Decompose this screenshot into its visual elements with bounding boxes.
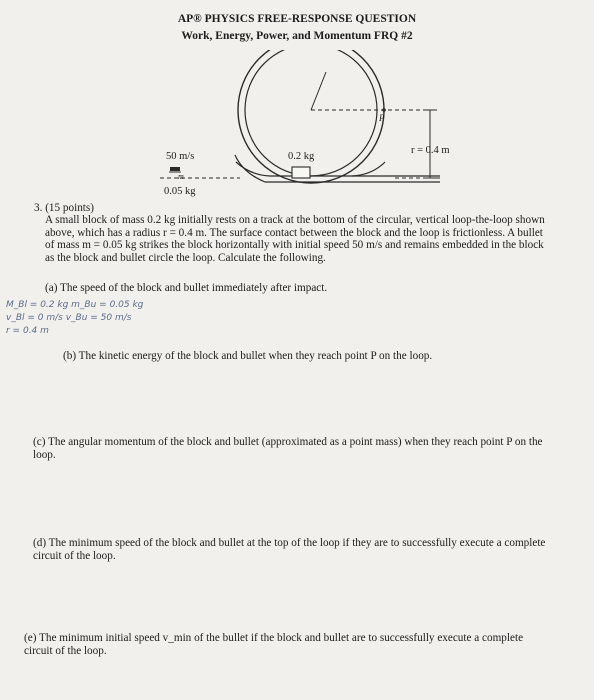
block-mass-label: 0.2 kg [288,151,315,162]
page-subtitle: Work, Energy, Power, and Momentum FRQ #2 [181,30,413,42]
block [292,167,310,178]
handwritten-masses: M_Bl = 0.2 kg m_Bu = 0.05 kg [6,300,144,310]
radius-line [311,72,326,110]
track-right [236,162,440,176]
bullet-mass-label: 0.05 kg [164,186,196,197]
part-b: (b) The kinetic energy of the block and bullet when they reach point P on the loop. [63,350,433,362]
track-left [352,162,385,176]
handwritten-velocities: v_Bl = 0 m/s v_Bu = 50 m/s [6,313,132,323]
part-d: (d) The minimum speed of the block and bullet at the top of the loop if they are to successfully execute a complete circuit of the loop. [33,537,546,562]
part-a: (a) The speed of the block and bullet immediately after impact. [45,282,328,294]
handwritten-radius: r = 0.4 m [6,326,49,336]
point-p-label: P [379,113,385,123]
problem-text: A small block of mass 0.2 kg initially rests on a track at the bottom of the circular, vertical loop-the-loop shown above, which has a radius r = 0.4 m. The surface contact between the block and the loop is frictionless. A bullet of mass m = 0.05 kg strikes the block horizontally with initial speed 50 m/s and remains embedded in the block as the block and bullet circle the loop. Calculate the following. [45,214,545,264]
part-e: (e) The minimum initial speed v_min of the bullet if the block and bullet are to successfully execute a complete circuit of the loop. [24,632,524,657]
radius-label: r = 0.4 m [411,145,450,156]
loop-diagram [140,50,480,205]
part-c: (c) The angular momentum of the block and bullet (approximated as a point mass) when they reach point P on the loop. [33,436,543,461]
problem-number: 3. (15 points) [34,202,94,214]
page-title: AP® PHYSICS FREE-RESPONSE QUESTION [177,13,417,25]
bullet-speed-label: 50 m/s [166,151,195,162]
bullet-m-label: m [178,172,184,181]
